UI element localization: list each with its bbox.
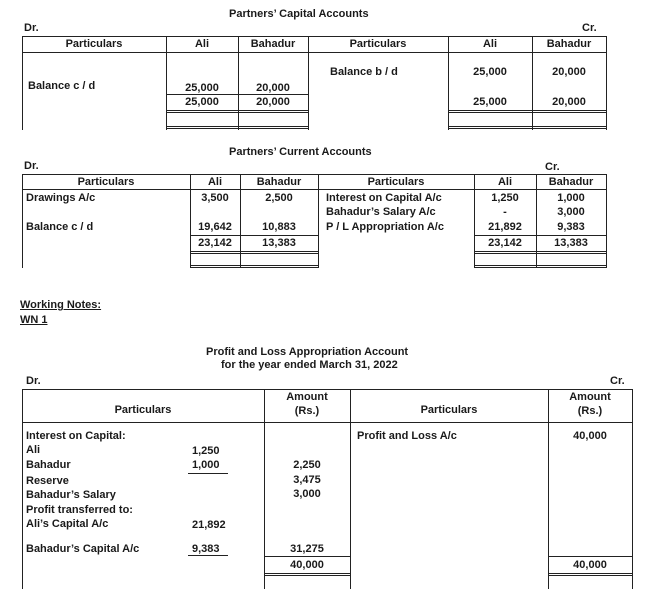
appropriation-debit-grand-total: 40,000 <box>290 559 324 571</box>
salary-label: Bahadur’s Salary <box>26 489 116 501</box>
capital-header-ali-dr: Ali <box>194 38 210 50</box>
bahadur-capital-label: Bahadur’s Capital A/c <box>26 543 140 555</box>
pl-account-label: Profit and Loss A/c <box>357 430 457 442</box>
capital-debit-bahadur: 20,000 <box>256 82 290 94</box>
working-notes-heading: Working Notes: <box>20 299 102 311</box>
current-debit-total-ali: 23,142 <box>198 237 232 249</box>
ali-capital-value: 21,892 <box>192 519 226 531</box>
capital-credit-particulars: Balance b / d <box>330 66 398 78</box>
capital-header-ali-cr: Ali <box>482 38 498 50</box>
interest-total-amount: 2,250 <box>293 459 321 471</box>
capital-debit-particulars: Balance c / d <box>28 80 96 92</box>
appropriation-header-amount-dr-unit: (Rs.) <box>294 405 320 417</box>
interest-ali-value: 1,250 <box>192 445 220 457</box>
current-cr-label: Cr. <box>545 161 560 173</box>
salary-amount: 3,000 <box>293 488 321 500</box>
reserve-amount: 3,475 <box>293 474 321 486</box>
current-debit-particulars: Balance c / d <box>26 221 94 233</box>
profit-transferred-heading: Profit transferred to: <box>26 504 133 516</box>
current-credit-particulars: P / L Appropriation A/c <box>326 221 444 233</box>
capital-debit-ali: 25,000 <box>185 82 219 94</box>
profit-transferred-total: 31,275 <box>290 543 324 555</box>
reserve-label: Reserve <box>26 475 69 487</box>
capital-debit-total-bahadur: 20,000 <box>256 96 290 108</box>
capital-dr-label: Dr. <box>24 22 39 34</box>
appropriation-title: Profit and Loss Appropriation Account <box>206 346 409 358</box>
current-debit-bahadur: 10,883 <box>262 221 296 233</box>
appropriation-header-amount-dr: Amount <box>286 391 328 403</box>
current-debit-ali: 19,642 <box>198 221 232 233</box>
capital-title: Partners’ Capital Accounts <box>229 8 369 20</box>
current-debit-total-bahadur: 13,383 <box>262 237 296 249</box>
current-debit-particulars: Drawings A/c <box>26 192 96 204</box>
capital-header-bahadur-cr: Bahadur <box>546 38 592 50</box>
capital-credit-total-ali: 25,000 <box>473 96 507 108</box>
interest-bahadur-label: Bahadur <box>26 459 71 471</box>
appropriation-header-amount-cr: Amount <box>569 391 611 403</box>
current-header-ali-cr: Ali <box>497 176 513 188</box>
pl-account-amount: 40,000 <box>573 430 607 442</box>
bahadur-capital-value: 9,383 <box>192 543 220 555</box>
appropriation-header-amount-cr-unit: (Rs.) <box>577 405 603 417</box>
capital-credit-total-bahadur: 20,000 <box>552 96 586 108</box>
current-credit-ali: 21,892 <box>488 221 522 233</box>
interest-bahadur-value: 1,000 <box>192 459 220 471</box>
current-credit-total-bahadur: 13,383 <box>554 237 588 249</box>
capital-debit-total-ali: 25,000 <box>185 96 219 108</box>
capital-header-particulars-cr: Particulars <box>349 38 407 50</box>
current-header-bahadur-cr: Bahadur <box>548 176 594 188</box>
current-dr-label: Dr. <box>24 160 39 172</box>
current-credit-bahadur: 3,000 <box>557 206 585 218</box>
current-header-particulars-dr: Particulars <box>77 176 135 188</box>
appropriation-dr-label: Dr. <box>26 375 41 387</box>
current-header-ali-dr: Ali <box>207 176 223 188</box>
current-debit-bahadur: 2,500 <box>265 192 293 204</box>
interest-on-capital-heading: Interest on Capital: <box>26 430 126 442</box>
current-credit-particulars: Bahadur’s Salary A/c <box>326 206 436 218</box>
current-credit-bahadur: 1,000 <box>557 192 585 204</box>
appropriation-header-particulars-dr: Particulars <box>114 404 172 416</box>
appropriation-cr-label: Cr. <box>610 375 625 387</box>
current-credit-bahadur: 9,383 <box>557 221 585 233</box>
capital-cr-label: Cr. <box>582 22 597 34</box>
current-credit-total-ali: 23,142 <box>488 237 522 249</box>
current-title: Partners’ Current Accounts <box>229 146 372 158</box>
capital-header-bahadur-dr: Bahadur <box>250 38 296 50</box>
current-credit-ali: 1,250 <box>491 192 519 204</box>
capital-credit-bahadur: 20,000 <box>552 66 586 78</box>
appropriation-subtitle: for the year ended March 31, 2022 <box>221 359 398 371</box>
interest-ali-label: Ali <box>26 444 41 456</box>
ali-capital-label: Ali’s Capital A/c <box>26 518 109 530</box>
capital-header-particulars-dr: Particulars <box>65 38 123 50</box>
capital-credit-ali: 25,000 <box>473 66 507 78</box>
current-credit-particulars: Interest on Capital A/c <box>326 192 442 204</box>
current-header-bahadur-dr: Bahadur <box>256 176 302 188</box>
working-note-label: WN 1 <box>20 314 48 326</box>
current-header-particulars-cr: Particulars <box>367 176 425 188</box>
current-credit-ali: - <box>503 206 507 218</box>
current-debit-ali: 3,500 <box>201 192 229 204</box>
appropriation-credit-grand-total: 40,000 <box>573 559 607 571</box>
appropriation-header-particulars-cr: Particulars <box>420 404 478 416</box>
